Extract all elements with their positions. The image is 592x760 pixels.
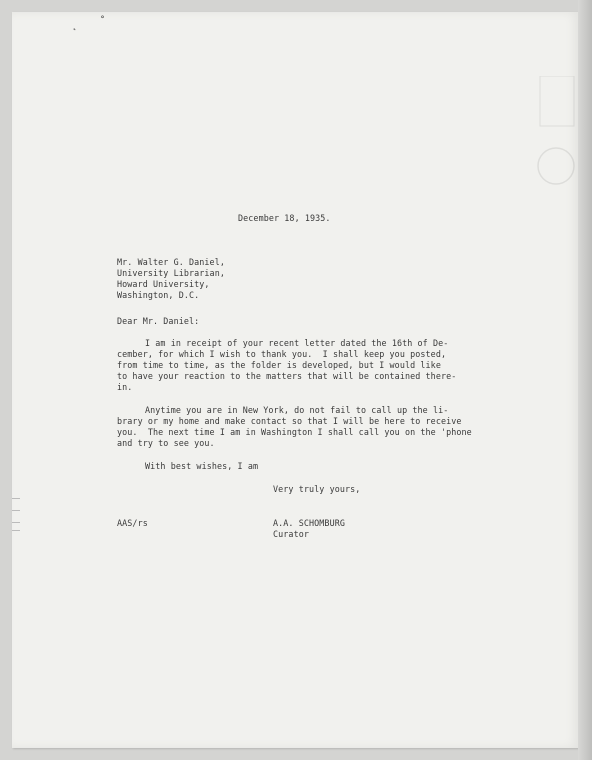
reference-initials: AAS/rs [117, 518, 148, 528]
paragraph-line: in. [117, 382, 133, 392]
letter-date: December 18, 1935. [238, 213, 331, 223]
recipient-line: University Librarian, [117, 268, 225, 278]
paragraph-line: you. The next time I am in Washington I shall call you on the 'phone [117, 427, 472, 437]
signer-title: Curator [273, 529, 309, 539]
corner-mark: ˛ [72, 20, 77, 31]
paragraph-line: cember, for which I wish to thank you. I shall keep you posted, [117, 349, 447, 359]
recipient-line: Howard University, [117, 279, 210, 289]
paragraph-line: to have your reaction to the matters that will be contained there- [117, 371, 457, 381]
valediction: Very truly yours, [273, 484, 361, 494]
closing-wish: With best wishes, I am [145, 461, 259, 471]
salutation: Dear Mr. Daniel: [117, 316, 200, 326]
recipient-line: Mr. Walter G. Daniel, [117, 257, 225, 267]
margin-tick [12, 498, 20, 499]
show-through-seal [532, 76, 580, 216]
signer-name: A.A. SCHOMBURG [273, 518, 345, 528]
corner-mark: ˚ [100, 16, 105, 27]
paragraph-line: from time to time, as the folder is developed, but I would like [117, 360, 441, 370]
margin-tick [12, 522, 20, 523]
paragraph-line: I am in receipt of your recent letter dated the 16th of De- [145, 338, 449, 348]
page-edge [578, 0, 592, 760]
paragraph-line: brary or my home and make contact so that I will be here to receive [117, 416, 462, 426]
margin-tick [12, 530, 20, 531]
paragraph-line: Anytime you are in New York, do not fail to call up the li- [145, 405, 449, 415]
recipient-line: Washington, D.C. [117, 290, 200, 300]
margin-tick [12, 510, 20, 511]
paragraph-line: and try to see you. [117, 438, 215, 448]
